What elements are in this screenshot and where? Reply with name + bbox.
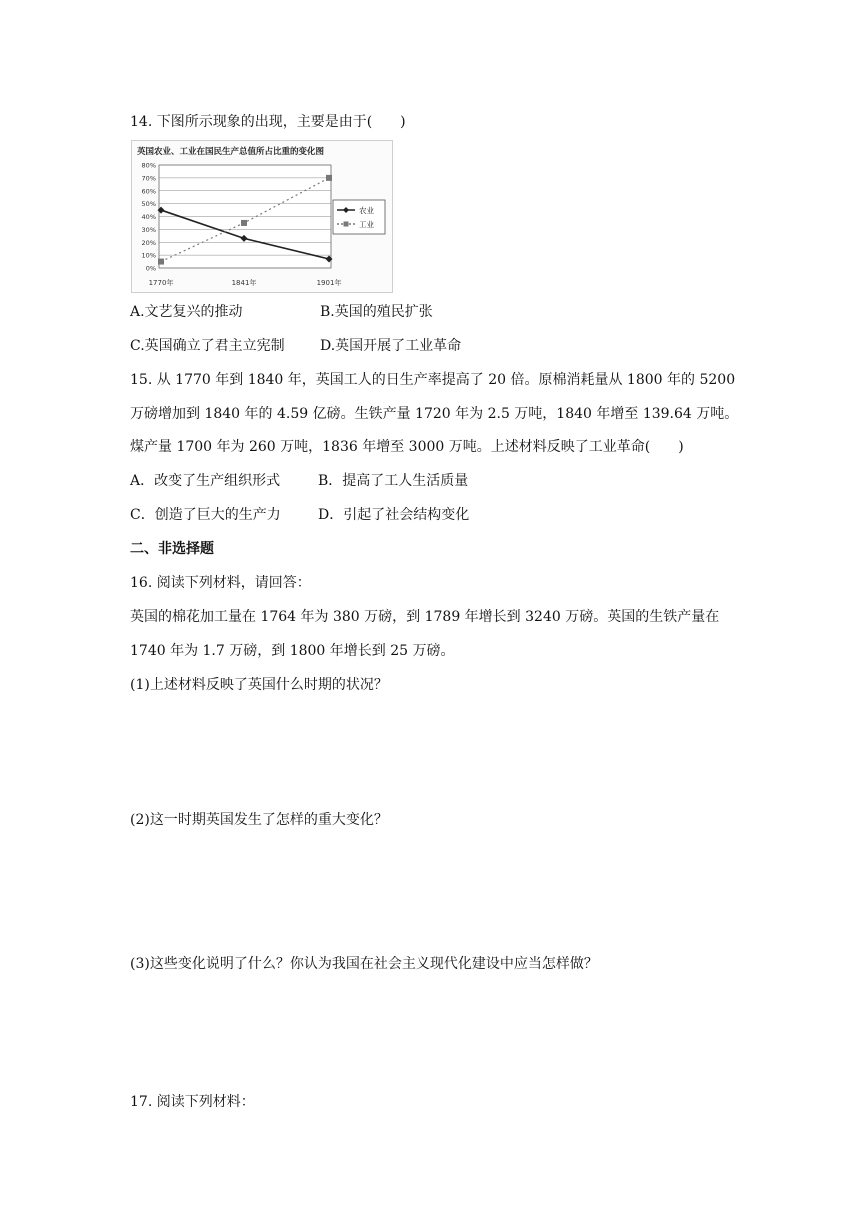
- legend-label-0: 农业: [359, 206, 374, 215]
- x-tick-label: 1901年: [316, 279, 342, 287]
- q14-option-d[interactable]: D.英国开展了工业革命: [320, 338, 462, 354]
- y-tick-label: 20%: [141, 238, 156, 247]
- chart-agri-industry: [131, 140, 393, 293]
- q15-options-row2: [130, 505, 469, 525]
- chart-title: 英国农业、工业在国民生产总值所占比重的变化图: [137, 147, 325, 157]
- q16-stem: 16. 阅读下列材料，请回答：: [130, 575, 311, 591]
- legend-label-1: 工业: [359, 220, 374, 229]
- q15-option-a[interactable]: A．改变了生产组织形式: [130, 473, 281, 489]
- q14-stem: 14. 下图所示现象的出现，主要是由于( ): [130, 114, 406, 130]
- y-tick-label: 60%: [141, 187, 156, 196]
- q15-option-c[interactable]: C．创造了巨大的生产力: [130, 507, 281, 523]
- q14-option-a[interactable]: A.文艺复兴的推动: [130, 304, 243, 320]
- q14-option-b[interactable]: B.英国的殖民扩张: [320, 304, 433, 320]
- q16-material-line-1: 英国的棉花加工量在 1764 年为 380 万磅，到 1789 年增长到 3240 万磅。英国的生铁产量在: [130, 609, 720, 625]
- chart-legend: [333, 200, 385, 234]
- section-title: 二、非选择题: [130, 541, 214, 557]
- series-point-1: [326, 175, 332, 181]
- q14-option-c[interactable]: C.英国确立了君主立宪制: [130, 338, 285, 354]
- chart-y-ticks: [142, 162, 156, 273]
- chart-svg: [131, 140, 393, 293]
- q15-line-1: 15. 从 1770 年到 1840 年，英国工人的日生产率提高了 20 倍。原棉消耗量从 1800 年的 5200: [130, 372, 736, 388]
- x-tick-label: 1770年: [148, 279, 174, 287]
- x-tick-label: 1841年: [231, 279, 257, 287]
- q16-sub-question-2: (2)这一时期英国发生了怎样的重大变化？: [130, 812, 388, 828]
- y-tick-label: 40%: [141, 213, 156, 221]
- legend-marker-1: [344, 222, 349, 227]
- q15-line-3: 煤产量 1700 年为 260 万吨，1836 年增至 3000 万吨。上述材料反映了工业革命( ): [130, 439, 684, 455]
- q16-sub-question-1: (1)上述材料反映了英国什么时期的状况？: [130, 677, 388, 693]
- q14-options-row1: [130, 302, 433, 322]
- q17-stem: 17. 阅读下列材料：: [130, 1094, 255, 1110]
- y-tick-label: 30%: [141, 225, 156, 234]
- y-tick-label: 10%: [141, 251, 156, 260]
- q15-options-row1: [130, 471, 468, 491]
- y-tick-label: 0%: [145, 264, 156, 273]
- q16-material-line-2: 1740 年为 1.7 万磅，到 1800 年增长到 25 万磅。: [130, 643, 455, 659]
- q15-option-d[interactable]: D．引起了社会结构变化: [318, 507, 470, 523]
- q16-sub-question-3: (3)这些变化说明了什么？你认为我国在社会主义现代化建设中应当怎样做？: [130, 956, 598, 972]
- q14-options-row2: [130, 336, 461, 356]
- q15-option-b[interactable]: B．提高了工人生活质量: [318, 473, 469, 489]
- series-point-1: [158, 259, 164, 265]
- y-tick-label: 50%: [141, 200, 156, 209]
- q15-line-2: 万磅增加到 1840 年的 4.59 亿磅。生铁产量 1720 年为 2.5 万吨，1840 年增至 139.64 万吨。: [130, 406, 739, 422]
- series-point-1: [241, 220, 247, 226]
- y-tick-label: 80%: [141, 161, 156, 170]
- y-tick-label: 70%: [141, 174, 156, 183]
